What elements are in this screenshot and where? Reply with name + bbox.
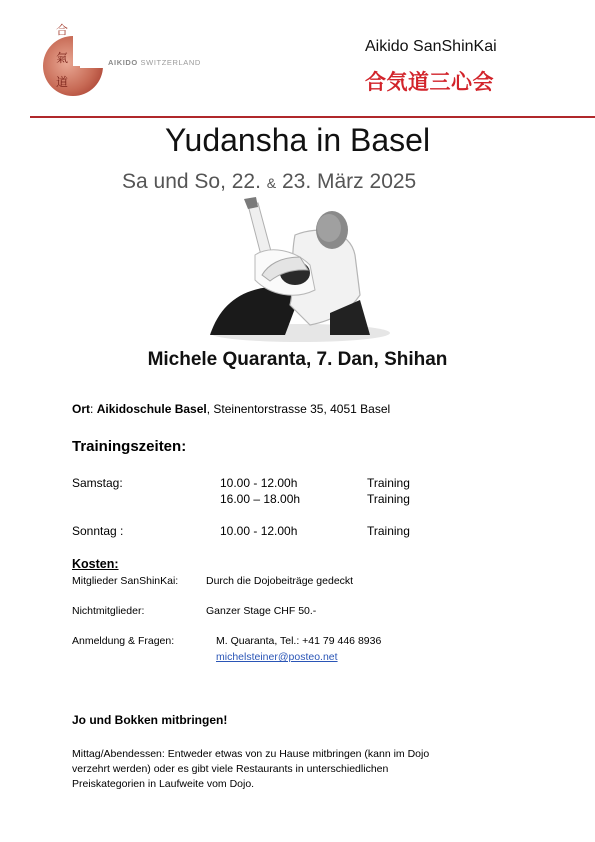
training-heading: Trainingszeiten: bbox=[72, 438, 187, 455]
event-date bbox=[122, 170, 416, 194]
org-name bbox=[108, 58, 201, 67]
teacher-name: Michele Quaranta, 7. Dan, Shihan bbox=[147, 349, 448, 370]
meals-note-line-2: verzehrt werden) oder es gibt viele Restaurants in unterschiedlichen bbox=[72, 763, 389, 775]
contact-label: Anmeldung & Fragen: bbox=[72, 635, 175, 647]
training-time-sunday: 10.00 - 12.00h bbox=[220, 524, 298, 538]
club-name: Aikido SanShinKai bbox=[365, 38, 497, 55]
training-time-saturday-1: 10.00 - 12.00h bbox=[220, 476, 298, 490]
costs-members-label: Mitglieder SanShinKai: bbox=[72, 575, 179, 587]
location-venue: Aikidoschule Basel bbox=[96, 402, 207, 416]
costs-heading: Kosten: bbox=[72, 557, 119, 571]
event-date-amp: & bbox=[266, 175, 277, 191]
costs-members-value: Durch die Dojobeiträge gedeckt bbox=[206, 575, 354, 587]
costs-nonmembers-value: Ganzer Stage CHF 50.- bbox=[206, 605, 317, 617]
bring-equipment-note: Jo und Bokken mitbringen! bbox=[72, 713, 228, 727]
club-name-kanji: 合気道三心会 bbox=[365, 70, 494, 94]
meals-note-line-3: Preiskategorien in Laufweite vom Dojo. bbox=[72, 778, 255, 790]
training-type-sunday: Training bbox=[367, 524, 410, 538]
training-type-saturday-1: Training bbox=[367, 476, 410, 490]
meals-note-line-1: Mittag/Abendessen: Entweder etwas von zu Hause mitbringen (kann im Dojo bbox=[72, 748, 430, 760]
training-day-sunday: Sonntag : bbox=[72, 524, 124, 538]
aikido-switzerland-logo bbox=[42, 22, 104, 100]
training-time-saturday-2: 16.00 – 18.00h bbox=[220, 492, 301, 506]
event-date-part1: Sa und So, 22. bbox=[122, 170, 261, 193]
location-line bbox=[72, 402, 390, 416]
costs-nonmembers-label: Nichtmitglieder: bbox=[72, 605, 145, 617]
header-divider bbox=[30, 116, 595, 118]
location-address: , Steinentorstrasse 35, 4051 Basel bbox=[206, 402, 391, 416]
event-title: Yudansha in Basel bbox=[164, 122, 431, 158]
location-label: Ort bbox=[72, 402, 90, 416]
contact-phone: M. Quaranta, Tel.: +41 79 446 8936 bbox=[216, 635, 382, 647]
contact-email-link[interactable]: michelsteiner@posteo.net bbox=[216, 651, 338, 663]
logo-kanji-1: 合 bbox=[55, 23, 69, 37]
event-date-part2: 23. März 2025 bbox=[281, 170, 417, 193]
training-day-saturday: Samstag: bbox=[72, 476, 123, 490]
aikido-technique-photo bbox=[200, 195, 390, 343]
logo-kanji-2: 氣 bbox=[55, 51, 69, 65]
org-name-rest: SWITZERLAND bbox=[140, 58, 201, 67]
location-colon: : bbox=[90, 402, 94, 416]
training-type-saturday-2: Training bbox=[367, 492, 410, 506]
org-name-bold: AIKIDO bbox=[108, 58, 138, 67]
logo-kanji-3: 道 bbox=[55, 75, 69, 89]
